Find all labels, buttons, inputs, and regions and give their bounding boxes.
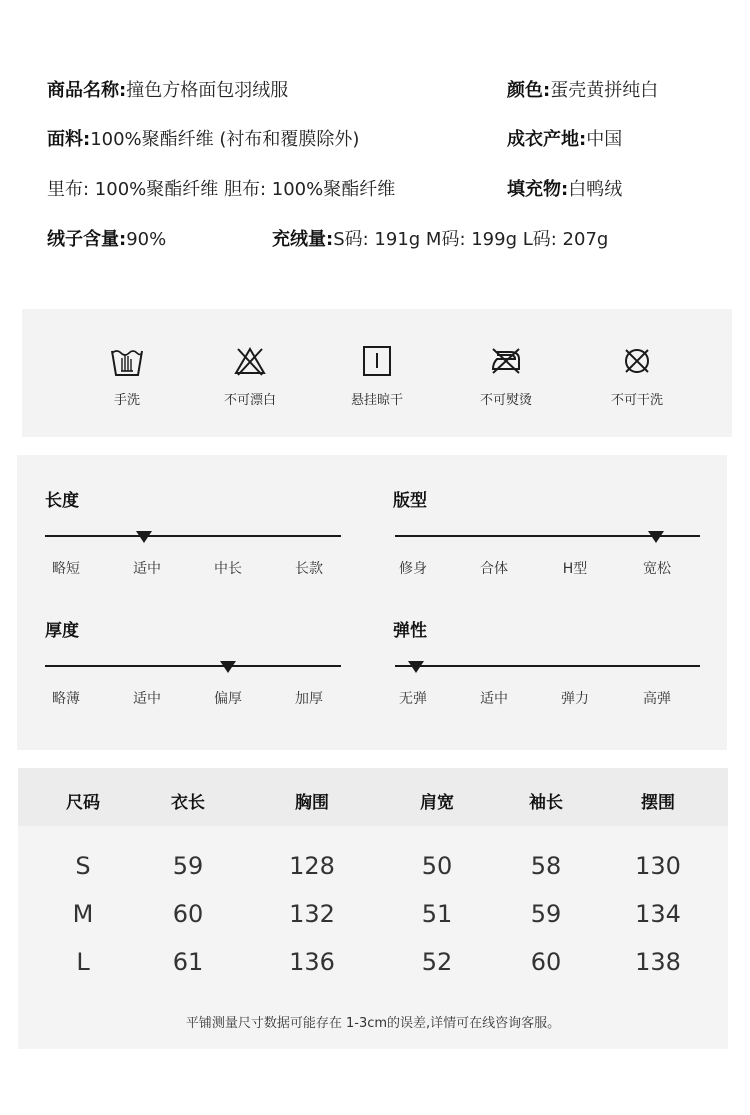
table-cell: 59: [530, 900, 562, 928]
elasticity-option: 弹力: [561, 691, 589, 707]
origin-label: 成衣产地:: [507, 129, 587, 150]
elasticity-option: 无弹: [399, 691, 427, 707]
color-label: 颜色:: [507, 80, 551, 101]
hand-wash-icon: [109, 343, 145, 379]
lining-row: [47, 178, 395, 202]
fill-weight-label: 充绒量:: [272, 229, 334, 250]
care-item-hang-dry: [317, 309, 437, 437]
care-label-hand-wash: 手洗: [113, 393, 140, 408]
column-header: 胸围: [295, 793, 329, 813]
size-table: [18, 768, 728, 1049]
elasticity-option: 高弹: [643, 691, 671, 707]
fill-weight-value: S码: 191g M码: 199g L码: 207g: [333, 229, 609, 250]
length-option: 适中: [133, 561, 161, 577]
style-marker: [648, 531, 664, 543]
style-option: 修身: [399, 561, 427, 577]
down-content-value: 90%: [126, 229, 167, 250]
table-cell: S: [75, 852, 91, 880]
table-cell: 128: [289, 852, 335, 880]
style-option: H型: [562, 561, 588, 577]
no-iron-icon: [488, 343, 524, 379]
table-cell: 60: [530, 948, 562, 976]
lining-text: 里布: 100%聚酯纤维 胆布: 100%聚酯纤维: [47, 179, 396, 200]
care-item-no-bleach: [190, 309, 310, 437]
table-cell: 134: [635, 900, 681, 928]
no-bleach-icon: [232, 343, 268, 379]
care-item-no-iron: [446, 309, 566, 437]
thickness-scale-line: [45, 665, 341, 667]
down-content-row: [47, 228, 166, 252]
down-content-label: 绒子含量:: [47, 229, 127, 250]
elasticity-title: 弹性: [393, 621, 427, 641]
column-header: 摆围: [641, 793, 675, 813]
style-option: 合体: [480, 561, 508, 577]
length-title: 长度: [45, 491, 79, 511]
table-cell: 138: [635, 948, 681, 976]
color-value: 蛋壳黄拼纯白: [550, 80, 659, 101]
fill-weight-row: [272, 228, 608, 252]
table-cell: 52: [421, 948, 453, 976]
care-label-hang-dry: 悬挂晾干: [350, 393, 403, 408]
thickness-option: 适中: [133, 691, 161, 707]
length-option: 长款: [295, 561, 323, 577]
table-cell: 59: [172, 852, 204, 880]
style-title: 版型: [393, 491, 427, 511]
care-item-no-dry-clean: [577, 309, 697, 437]
product-name-row: [47, 79, 288, 103]
length-option: 略短: [52, 561, 80, 577]
table-cell: L: [76, 948, 90, 976]
filling-label: 填充物:: [507, 179, 569, 200]
column-header: 袖长: [529, 793, 563, 813]
table-cell: M: [72, 900, 94, 928]
table-cell: 51: [421, 900, 453, 928]
fabric-label: 面料:: [47, 129, 91, 150]
size-table-header: [18, 768, 728, 826]
table-cell: 136: [289, 948, 335, 976]
filling-value: 白鸭绒: [568, 179, 623, 200]
column-header: 衣长: [171, 793, 205, 813]
filling-row: [507, 178, 622, 202]
product-name-value: 撞色方格面包羽绒服: [126, 80, 289, 101]
length-marker: [136, 531, 152, 543]
thickness-marker: [220, 661, 236, 673]
origin-value: 中国: [586, 129, 623, 150]
length-option: 中长: [214, 561, 242, 577]
no-dry-clean-icon: [619, 343, 655, 379]
column-header: 尺码: [66, 793, 100, 813]
elasticity-option: 适中: [480, 691, 508, 707]
care-label-no-iron: 不可熨烫: [479, 393, 532, 408]
care-item-hand-wash: [67, 309, 187, 437]
thickness-option: 略薄: [52, 691, 80, 707]
care-label-no-dry-clean: 不可干洗: [610, 393, 663, 408]
length-scale-line: [45, 535, 341, 537]
thickness-option: 偏厚: [214, 691, 242, 707]
elasticity-scale-line: [395, 665, 700, 667]
table-cell: 130: [635, 852, 681, 880]
measurement-note: 平铺测量尺寸数据可能存在 1-3cm的误差,详情可在线咨询客服。: [185, 1016, 561, 1031]
hang-dry-icon: [359, 343, 395, 379]
fabric-value: 100%聚酯纤维 (衬布和覆膜除外): [90, 129, 360, 150]
care-instructions-panel: [22, 309, 732, 437]
care-label-no-bleach: 不可漂白: [223, 393, 276, 408]
fabric-row: [47, 128, 359, 152]
product-name-label: 商品名称:: [47, 80, 127, 101]
style-option: 宽松: [643, 561, 671, 577]
table-cell: 61: [172, 948, 204, 976]
elasticity-marker: [408, 661, 424, 673]
thickness-title: 厚度: [45, 621, 79, 641]
fit-indicators-panel: [17, 455, 727, 750]
table-cell: 58: [530, 852, 562, 880]
table-cell: 60: [172, 900, 204, 928]
color-row: [507, 79, 658, 103]
column-header: 肩宽: [420, 793, 454, 813]
table-cell: 132: [289, 900, 335, 928]
table-cell: 50: [421, 852, 453, 880]
thickness-option: 加厚: [295, 691, 323, 707]
origin-row: [507, 128, 622, 152]
